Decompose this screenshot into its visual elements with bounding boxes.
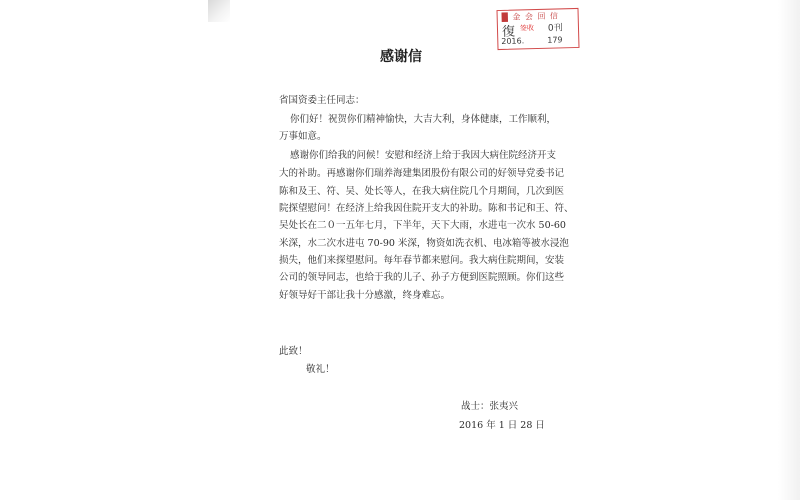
- body-line: 公司的领导同志，也给于我的儿子、孙子方便到医院照顾。你们这些: [279, 272, 565, 283]
- closing: 此致！: [279, 346, 308, 357]
- body-line: 吴处长在二０一五年七月，下半年，天下大雨，水进屯一次水 50-60: [279, 220, 566, 231]
- regards: 敬礼！: [306, 364, 335, 375]
- body-line: 感谢你们给我的问候！安慰和经济上给于我因大病住院经济开支: [290, 150, 557, 161]
- stamp-number: 179: [547, 35, 563, 45]
- body-line: 大的补助。再感谢你们瑞养海建集团股份有限公司的好领导党委书记: [279, 168, 565, 179]
- page-corner-shadow: [208, 0, 230, 22]
- salutation: 省国资委主任同志：: [279, 95, 365, 106]
- stamp-seal-mark: 签收: [519, 24, 535, 33]
- body-line: 院探望慰问！在经济上给我因住院开支大的补助。陈和书记和王、符、: [279, 203, 574, 214]
- body-line: 万事如意。: [279, 131, 327, 142]
- body-line: 好领导好干部让我十分感激，终身难忘。: [279, 290, 451, 301]
- stamp-code: 0刊: [547, 23, 563, 34]
- body-line: 损失，他们来探望慰问。每年春节都来慰问。我大病住院期间，安装: [279, 255, 565, 266]
- stamp-handwritten-char: 復: [501, 24, 516, 40]
- stamp-title: █ 金 会 回 信: [501, 11, 560, 22]
- date: 2016 年 1 日 28 日: [459, 420, 545, 431]
- page-edge-shadow: [778, 0, 800, 500]
- body-line: 你们好！祝贺你们精神愉快，大吉大利，身体健康，工作顺利，: [290, 114, 557, 125]
- body-line: 陈和及王、符、吴、处长等人，在我大病住院几个月期间，几次到医: [279, 186, 565, 197]
- letter-title: 感谢信: [380, 49, 422, 65]
- signature: 战士：张夷兴: [461, 401, 519, 412]
- receipt-stamp: [496, 8, 579, 50]
- body-line: 米深，水二次水进屯 70-90 米深，物资如洗衣机、电冰箱等被水浸泡: [279, 238, 569, 249]
- stamp-year: 2016.: [501, 36, 525, 46]
